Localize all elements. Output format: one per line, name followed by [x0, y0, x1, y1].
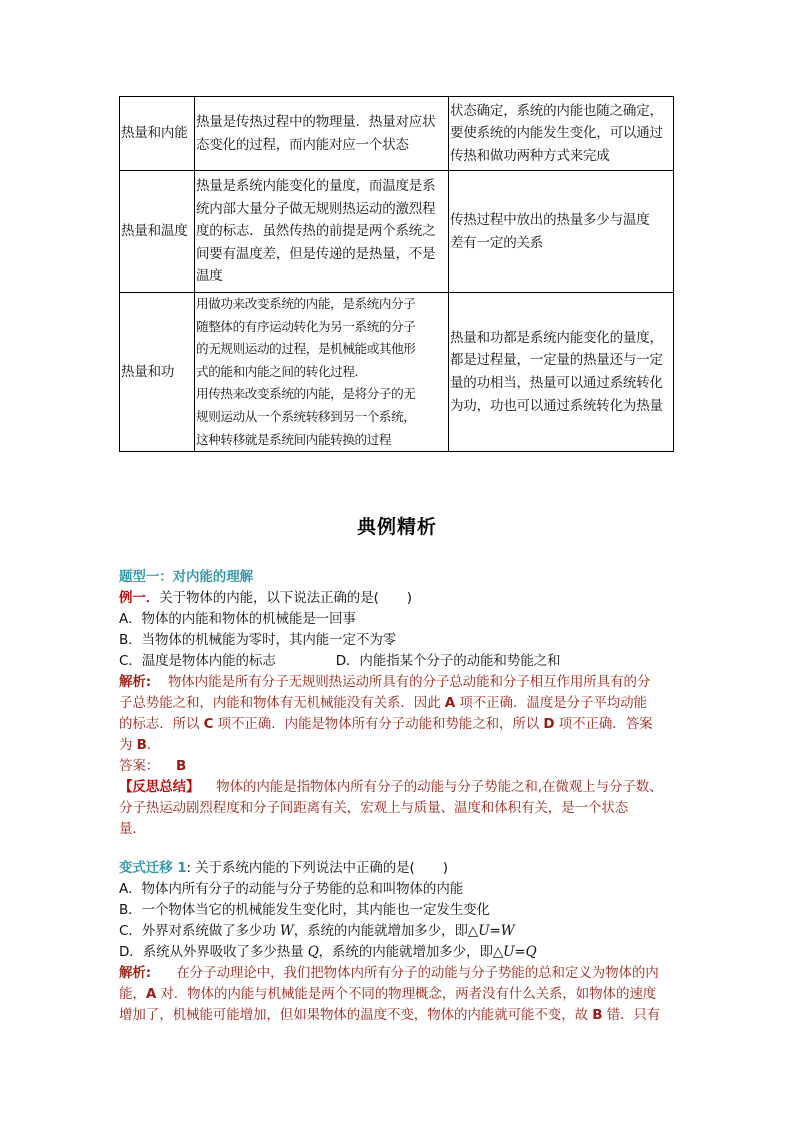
row-relation: 传热过程中放出的热量多少与温度 差有一定的关系	[449, 171, 674, 293]
option-d: D．系统从外界吸收了多少热量 Q，系统的内能就增加多少，即△U=Q	[119, 944, 537, 960]
topic-heading: 题型一：对内能的理解	[119, 569, 253, 585]
question-stem: 例一．关于物体的内能，以下说法正确的是( )	[119, 590, 412, 606]
analysis-line: 的标志．所以 C 项不正确．内能是物体所有分子动能和势能之和，所以 D 项不正确．答案	[119, 716, 653, 732]
option-d: D．内能指某个分子的动能和势能之和	[335, 653, 561, 669]
option-a: A．物体的内能和物体的机械能是一回事	[119, 611, 356, 627]
row-name: 热量和内能	[120, 97, 195, 171]
row-difference: 用做功来改变系统的内能，是系统内分子 随整体的有序运动转化为另一系统的分子 的无规则运动的过程，是机械能或其他形 式的能和内能之间的转化过程． 用传热来改变系统的内能，是将分子的无 规则运动从一个系统转移到另一个系统， 这种转移就是系统间内能转换的过程	[195, 293, 449, 452]
analysis-line: 子总势能之和，内能和物体有无机械能没有关系．因此 A 项不正确．温度是分子平均动能	[119, 695, 647, 711]
question-stem: 变式迁移 1: 关于系统内能的下列说法中正确的是( )	[119, 860, 448, 876]
option-c: C．温度是物体内能的标志	[119, 653, 276, 669]
row-name: 热量和功	[120, 293, 195, 452]
reflection-line: 分子热运动剧烈程度和分子间距离有关，宏观上与质量、温度和体积有关，是一个状态	[119, 800, 629, 816]
row-difference: 热量是系统内能变化的量度，而温度是系 统内部大量分子做无规则热运动的激烈程 度的标志．虽然传热的前提是两个系统之 间要有温度差，但是传递的是热量，不是 温度	[195, 171, 449, 293]
analysis-line: 增加了，机械能可能增加，但如果物体的温度不变，物体的内能就可能不变，故 B 错．只有	[119, 1007, 661, 1023]
comparison-table	[119, 96, 674, 452]
option-b: B．一个物体当它的机械能发生变化时，其内能也一定发生变化	[119, 902, 490, 918]
table-row	[120, 171, 674, 293]
analysis-line: 为 B.	[119, 737, 151, 753]
analysis-line: 解析: 物体内能是所有分子无规则热运动所具有的分子总动能和分子相互作用所具有的分	[119, 674, 651, 690]
reflection-line: 【反思总结】 物体的内能是指物体内所有分子的动能与分子势能之和,在微观上与分子数、	[119, 779, 663, 795]
row-name: 热量和温度	[120, 171, 195, 293]
analysis-line: 能，A 对．物体的内能与机械能是两个不同的物理概念，两者没有什么关系，如物体的速度	[119, 986, 657, 1002]
example-block	[119, 567, 679, 840]
option-c: C．外界对系统做了多少功 W，系统的内能就增加多少，即△U=W	[119, 923, 515, 939]
option-b: B．当物体的机械能为零时，其内能一定不为零	[119, 632, 397, 648]
row-difference: 热量是传热过程中的物理量．热量对应状 态变化的过程，而内能对应一个状态	[195, 97, 449, 171]
table-row	[120, 293, 674, 452]
analysis-line: 解析: 在分子动理论中，我们把物体内所有分子的动能与分子势能的总和定义为物体的内	[119, 965, 659, 981]
variant-block	[119, 858, 679, 1026]
answer-line: 答案： B	[119, 758, 187, 774]
section-title: 典例精析	[356, 516, 437, 538]
reflection-line: 量．	[119, 821, 146, 837]
row-relation: 状态确定，系统的内能也随之确定， 要使系统的内能发生变化，可以通过 传热和做功两种方式来完成	[449, 97, 674, 171]
table-row	[120, 97, 674, 171]
option-a: A．物体内所有分子的动能与分子势能的总和叫物体的内能	[119, 881, 464, 897]
row-relation: 热量和功都是系统内能变化的量度， 都是过程量，一定量的热量还与一定 量的功相当，热量可以通过系统转化 为功，功也可以通过系统转化为热量	[449, 293, 674, 452]
